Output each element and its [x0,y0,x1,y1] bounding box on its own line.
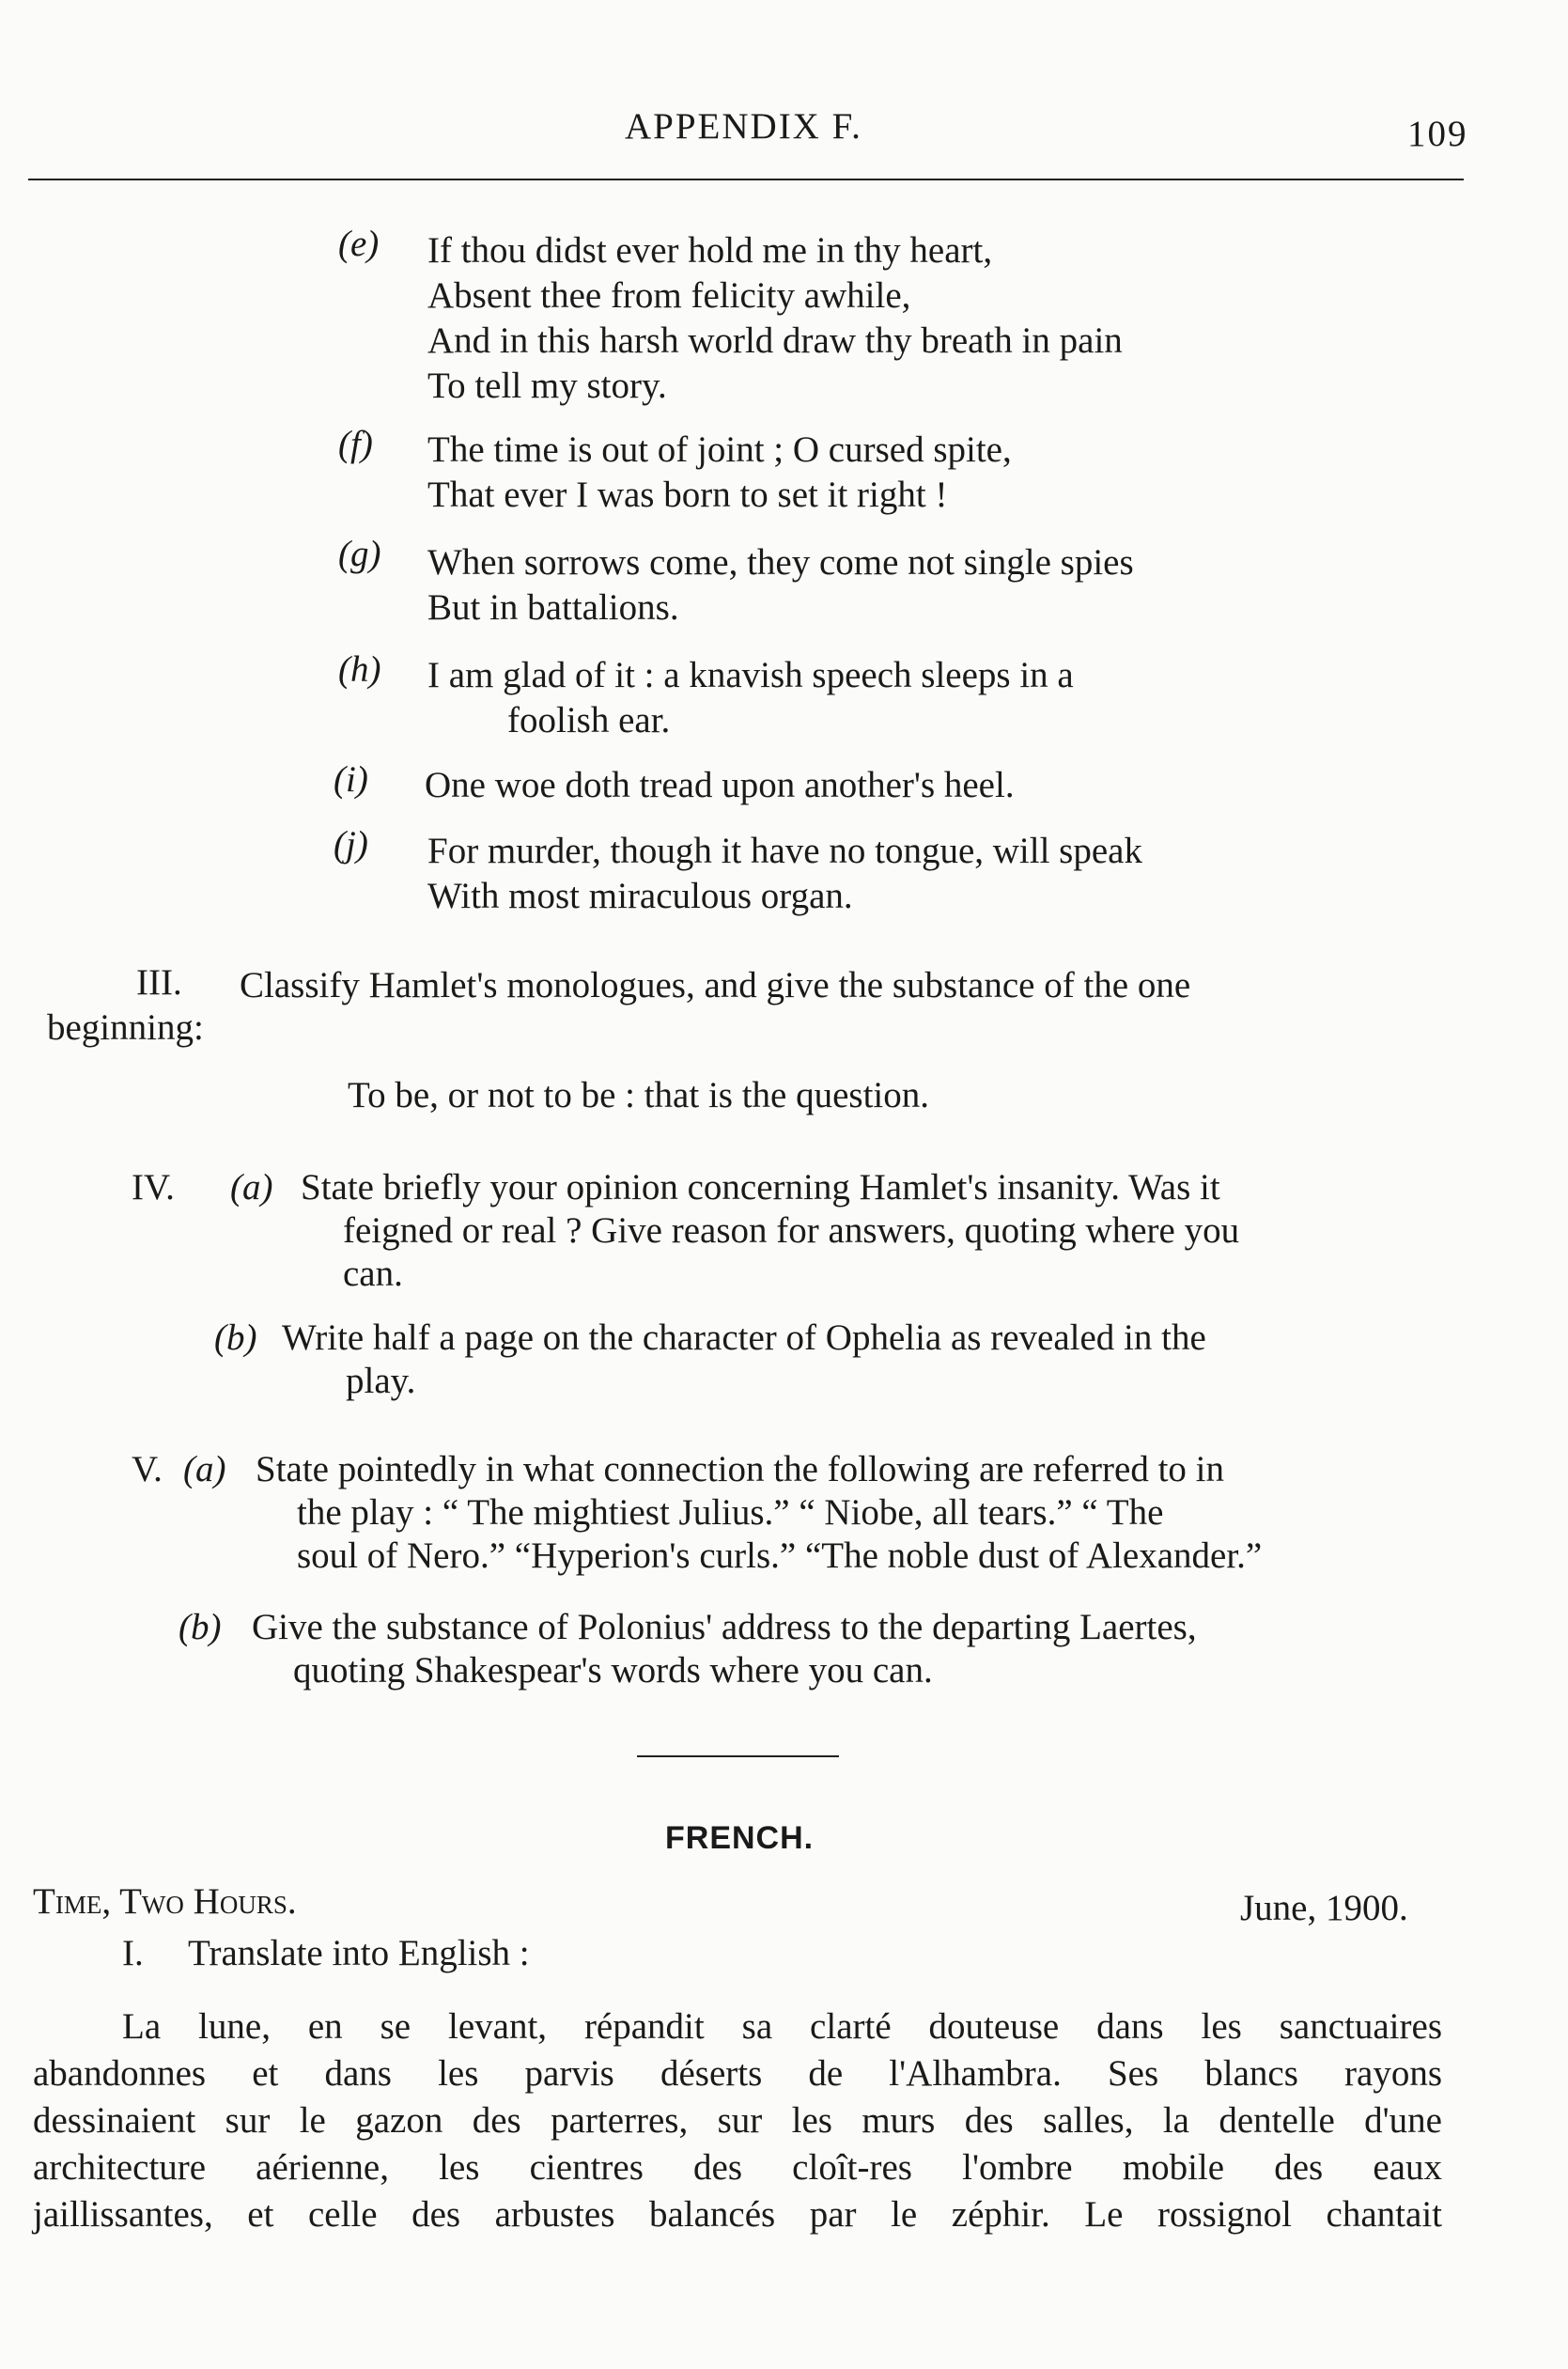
question-text [301,1165,1456,1295]
quote-label: (i) [334,759,368,800]
exam-time: Time, Two Hours. [33,1881,297,1922]
part-label: (a) [183,1449,226,1489]
exam-date: June, 1900. [1240,1888,1408,1928]
quote-text [427,428,1292,518]
french-passage [33,2004,1442,2239]
quote-line: For murder, though it have no tongue, will speak [427,831,1142,871]
question-number: IV. [132,1167,175,1208]
question-line: State pointedly in what connection the following are referred to in [256,1449,1225,1489]
passage-line: abandonnes et dans les parvis déserts de l'Alhambra. Ses blancs rayons [33,2053,1442,2094]
question-line: soul of Nero.” “Hyperion's curls.” “The noble dust of Alexander.” [297,1535,1263,1576]
quote-line: But in battalions. [427,587,679,628]
part-label: (a) [230,1167,273,1208]
question-quote: To be, or not to be : that is the question. [348,1075,930,1115]
question-text-continued: beginning: [47,1007,204,1048]
quote-line: Absent thee from felicity awhile, [427,275,911,316]
question-number: V. [132,1449,163,1489]
question-line: play. [346,1361,416,1401]
question-line: the play : “ The mightiest Julius.” “ Niobe, all tears.” “ The [297,1492,1164,1533]
quote-line: And in this harsh world draw thy breath in pain [427,320,1123,361]
running-header: APPENDIX F. [625,106,862,147]
quote-line: To tell my story. [427,366,667,406]
question-line: feigned or real ? Give reason for answers, quoting where you [343,1210,1240,1251]
passage-line: dessinaient sur le gazon des parterres, sur les murs des salles, la dentelle d'une [33,2100,1442,2141]
quote-line: foolish ear. [507,700,671,740]
quote-label: (j) [334,824,368,865]
quote-line: I am glad of it : a knavish speech sleeps in a [427,655,1074,695]
quote-label: (h) [338,649,381,690]
quote-text [427,540,1292,631]
quote-text [427,228,1292,409]
quote-label: (f) [338,424,373,464]
question-line: can. [343,1254,403,1294]
quote-line: When sorrows come, they come not single spies [427,542,1134,583]
quote-line: One woe doth tread upon another's heel. [425,765,1015,805]
quote-text [427,829,1292,919]
quote-line: If thou didst ever hold me in thy heart, [427,230,993,271]
section-divider [637,1755,839,1757]
question-text [282,1316,1461,1402]
question-line: State briefly your opinion concerning Hamlet's insanity. Was it [301,1167,1220,1208]
passage-line: architecture aérienne, les cientres des cloît-res l'ombre mobile des eaux [33,2147,1442,2188]
question-line: Write half a page on the character of Ophelia as revealed in the [282,1317,1206,1358]
page-number: 109 [1407,114,1468,154]
quote-label: (g) [338,534,381,574]
quote-line: The time is out of joint ; O cursed spite, [427,429,1012,470]
instruction-text: Translate into English : [188,1933,530,1973]
instruction-number: I. [122,1933,144,1973]
question-text: Classify Hamlet's monologues, and give the substance of the one [240,965,1191,1005]
question-text [252,1605,1464,1691]
passage-line: jaillissantes, et celle des arbustes balancés par le zéphir. Le rossignol chantait [33,2194,1442,2235]
question-text [256,1447,1463,1577]
section-heading: FRENCH. [665,1820,815,1856]
question-number: III. [136,962,182,1003]
passage-line: La lune, en se levant, répandit sa clarté douteuse dans les sanctuaires [122,2006,1442,2047]
question-line: Give the substance of Polonius' address to the departing Laertes, [252,1607,1197,1647]
quote-label: (e) [338,224,380,264]
question-line: quoting Shakespear's words where you can. [293,1650,933,1691]
quote-line: With most miraculous organ. [427,876,853,916]
part-label: (b) [179,1607,222,1647]
quote-text [427,653,1074,743]
quote-line: That ever I was born to set it right ! [427,475,948,515]
part-label: (b) [214,1317,257,1358]
header-rule [28,179,1464,180]
